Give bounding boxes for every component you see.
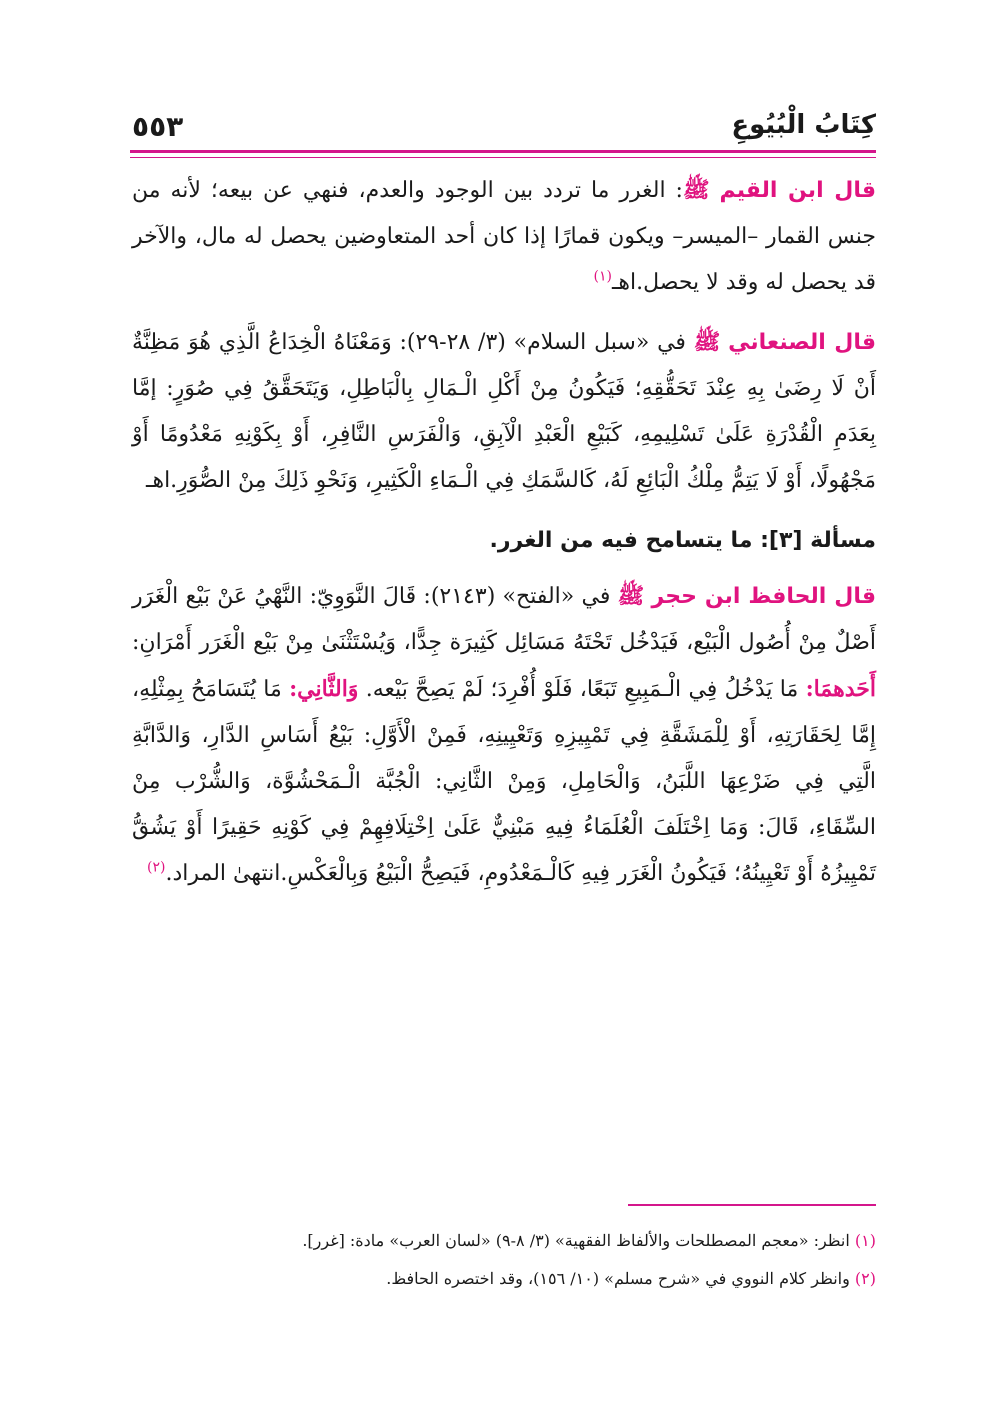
honorific-glyph: ﷺ — [682, 178, 710, 203]
paragraph-ibn-hajar — [132, 574, 876, 897]
paragraph-text: : الغرر ما تردد بين الوجود والعدم، فنهي عن بيعه؛ لأنه من جنس القمار –الميسر– ويكون قمارًا إذا كان أحد المتعاوضين يحصل له مال، والآخر قد يحصل له وقد لا يحصل.اهـ — [132, 178, 876, 295]
paragraph-text: مَا يَدْخُلُ فِي الْـمَبِيعِ تَبَعًا، فَلَوْ أُفْرِدَ؛ لَمْ يَصِحَّ بَيْعه. — [365, 677, 799, 702]
footnote-item — [132, 1260, 876, 1298]
header-rule-thin — [130, 157, 876, 158]
paragraph-text: في «سبل السلام» (٣/ ٢٨-٢٩): وَمَعْنَاهُ الْخِدَاعُ الَّذِي هُوَ مَظِنَّةٌ أَنْ لَا رِضَىٰ بِهِ عِنْدَ تَحَقُّقِهِ؛ فَيَكُونُ مِنْ أَكْلِ الْـمَالِ بِالْبَاطِلِ، وَيَتَحَقَّقُ فِي صُوَرٍ: إمَّا بِعَدَمِ الْقُدْرَةِ عَلَىٰ تَسْلِيمِهِ، كَبَيْعِ الْعَبْدِ الْآبِقِ، وَالْفَرَسِ النَّافِرِ، أَوْ بِكَوْنِهِ مَعْدُومًا أَوْ مَجْهُولًا، أَوْ لَا يَتِمُّ مِلْكُ الْبَائِعِ لَهُ، كَالسَّمَكِ فِي الْـمَاءِ الْكَثِيرِ، وَنَحْوِ ذَلِكَ مِنْ الصُّوَرِ.اهـ — [132, 330, 876, 493]
speaker-name: قال ابن القيم — [719, 178, 876, 203]
footnote-ref[interactable]: (١) — [593, 268, 612, 285]
footnote-ref[interactable]: (٢) — [147, 859, 166, 876]
footnote-text: وانظر كلام النووي في «شرح مسلم» (١٠/ ١٥٦)، وقد اختصره الحافظ. — [386, 1269, 850, 1288]
honorific-glyph: ﷺ — [617, 584, 645, 609]
footnotes — [132, 1222, 876, 1298]
header-rule-thick — [130, 150, 876, 153]
section-heading: مسألة [٣]: ما يتسامح فيه من الغرر. — [489, 528, 876, 553]
footnote-number: (١) — [854, 1231, 876, 1250]
footnote-number: (٢) — [854, 1269, 876, 1288]
paragraph-ibn-alqayyim — [132, 168, 876, 306]
page-number: ٥٥٣ — [132, 110, 184, 143]
paragraph-text: مَا يُتَسَامَحُ بِمِثْلِهِ، إِمَّا لِحَقَارَتِهِ، أَوْ لِلْمَشَقَّةِ فِي تَمْيِيزِهِ وَتَعْيِينِهِ، فَمِنْ الْأَوَّلِ: بَيْعُ أَسَاسِ الدَّارِ، وَالدَّابَّةِ الَّتِي فِي ضَرْعِهَا اللَّبَنُ، وَالْحَامِلِ، وَمِنْ الثَّانِي: الْجُبَّة الْـمَحْشُوَّة، وَالشُّرْب مِنْ السِّقَاءِ، قَالَ: وَمَا اِخْتَلَفَ الْعُلَمَاءُ فِيهِ مَبْنِيٌّ عَلَىٰ اِخْتِلَافِهِمْ فِي كَوْنِهِ حَقِيرًا أَوْ يَشُقُّ تَمْيِيزُهُ أَوْ تَعْيِينُهُ؛ فَيَكُونُ الْغَرَر فِيهِ كَالْـمَعْدُومِ، فَيَصِحُّ الْبَيْعُ وَبِالْعَكْسِ.انتهىٰ المراد. — [132, 677, 876, 886]
honorific-glyph: ﷺ — [693, 330, 721, 355]
page-header — [132, 108, 876, 148]
label-first: أَحَدهمَا: — [805, 676, 876, 702]
footnote-item — [132, 1222, 876, 1260]
footnote-separator — [628, 1204, 876, 1206]
label-second: وَالثَّانِي: — [289, 676, 359, 702]
book-title: كِتَابُ الْبُيُوعِ — [731, 110, 876, 140]
paragraph-text: في «الفتح» (٢١٤٣): قَالَ النَّوَوِيّ: النَّهْيُ عَنْ بَيْع الْغَرَر أَصْلٌ مِنْ أُصُول الْبَيْع، فَيَدْخُل تَحْتَهُ مَسَائِل كَثِيرَة جِدًّا، وَيُسْتَثْنَىٰ مِنْ بَيْع الْغَرَر أَمْرَانِ: — [132, 584, 876, 655]
speaker-name: قال الحافظ ابن حجر — [651, 584, 876, 609]
footnote-text: انظر: «معجم المصطلحات والألفاظ الفقهية» (٣/ ٨-٩) «لسان العرب» مادة: [غرر]. — [302, 1231, 850, 1250]
paragraph-alsanani — [132, 320, 876, 504]
speaker-name: قال الصنعاني — [728, 330, 877, 355]
main-content — [132, 168, 876, 911]
